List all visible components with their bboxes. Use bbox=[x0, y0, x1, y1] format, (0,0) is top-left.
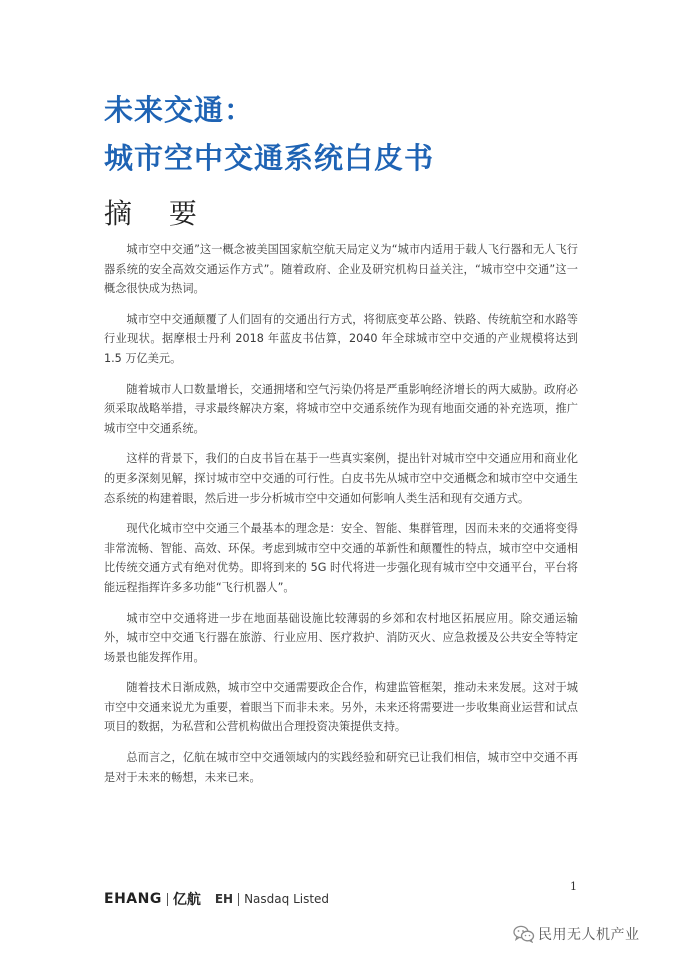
section-heading-abstract: 摘 要 bbox=[104, 197, 211, 230]
paragraph-3: 随着城市人口数量增长，交通拥堵和空气污染仍将是严重影响经济增长的两大威胁。政府必须采取战略举措，寻求最终解决方案，将城市空中交通系统作为现有地面交通的补充选项，推广城市空中交通系统。 bbox=[104, 382, 578, 435]
paragraph-4: 这样的背景下，我们的白皮书旨在基于一些真实案例，提出针对城市空中交通应用和商业化的更多深刻见解，探讨城市空中交通的可行性。白皮书先从城市空中交通概念和城市空中交通生态系统的构建着眼，然后进一步分析城市空中交通如何影响人类生活和现有交通方式。 bbox=[104, 452, 578, 505]
abstract-body bbox=[104, 240, 578, 798]
footer-brand bbox=[104, 889, 329, 909]
paragraph-2: 城市空中交通颠覆了人们固有的交通出行方式，将彻底变革公路、铁路、传统航空和水路等行业现状。据摩根士丹利 2018 年蓝皮书估算，2040 年全球城市空中交通的产业规模将达到 1.5 万亿美元。 bbox=[104, 312, 578, 365]
page-number: 1 bbox=[570, 880, 577, 893]
paragraph-7: 随着技术日渐成熟，城市空中交通需要政企合作，构建监管框架，推动未来发展。这对于城市空中交通来说尤为重要，着眼当下而非未来。另外，未来还将需要进一步收集商业运营和试点项目的数据，为私营和公营机构做出合理投资决策提供支持。 bbox=[104, 681, 578, 734]
document-title-line2: 城市空中交通系统白皮书 bbox=[104, 141, 435, 175]
logo-divider bbox=[167, 893, 168, 906]
ehang-logo-cn: 亿航 bbox=[172, 892, 201, 908]
watermark-text: 民用无人机产业 bbox=[538, 927, 640, 943]
listing-text: Nasdaq Listed bbox=[244, 892, 330, 906]
wechat-watermark bbox=[513, 924, 640, 944]
paragraph-8: 总而言之，亿航在城市空中交通领域内的实践经验和研究已让我们相信，城市空中交通不再是对于未来的畅想，未来已来。 bbox=[104, 751, 578, 784]
wechat-icon bbox=[513, 925, 535, 943]
paragraph-5: 现代化城市空中交通三个最基本的理念是：安全、智能、集群管理，因而未来的交通将变得非常流畅、智能、高效、环保。考虑到城市空中交通的革新性和颠覆性的特点，城市空中交通相比传统交通方式有绝对优势。即将到来的 5G 时代将进一步强化现有城市空中交通平台，平台将能远程指挥许多多功能“飞行机器人”。 bbox=[104, 522, 578, 594]
document-title-line1: 未来交通： bbox=[104, 93, 255, 127]
paragraph-1: 城市空中交通”这一概念被美国国家航空航天局定义为“城市内适用于载人飞行器和无人飞行器系统的安全高效交通运作方式”。随着政府、企业及研究机构日益关注，“城市空中交通”这一概念很快成为热词。 bbox=[104, 243, 578, 296]
stock-ticker: EH bbox=[214, 892, 234, 906]
ticker-divider bbox=[238, 893, 239, 906]
ehang-logo: EHANG bbox=[104, 891, 162, 907]
paragraph-6: 城市空中交通将进一步在地面基础设施比较薄弱的乡郊和农村地区拓展应用。除交通运输外，城市空中交通飞行器在旅游、行业应用、医疗救护、消防灭火、应急救援及公共安全等特定场景也能发挥作用。 bbox=[104, 611, 578, 664]
